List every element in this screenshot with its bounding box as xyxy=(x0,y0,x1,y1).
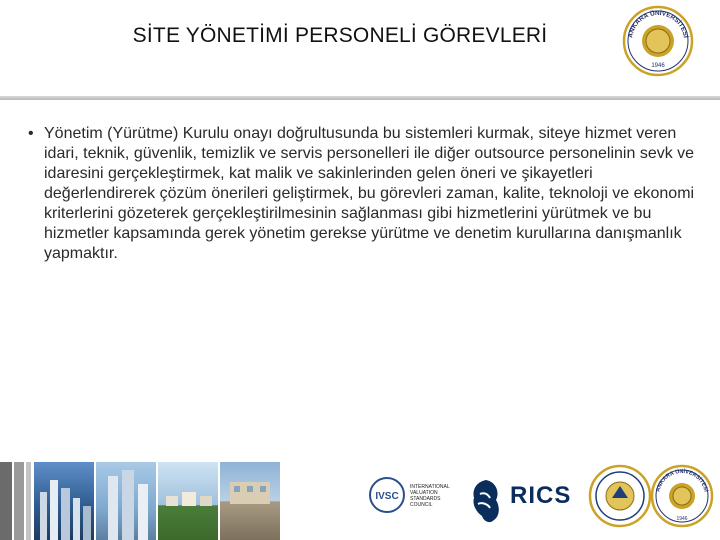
ivsc-caption-line: COUNCIL xyxy=(410,502,433,508)
footer-stripe xyxy=(14,462,24,540)
content-area xyxy=(28,124,696,264)
ankara-university-seal-logo-footer xyxy=(650,464,714,528)
footer-stripe xyxy=(26,462,31,540)
footer-banner xyxy=(0,462,720,540)
ivsc-caption-line: VALUATION xyxy=(410,490,438,496)
footer-stripe xyxy=(0,462,12,540)
rics-logo-text: RICS xyxy=(510,482,572,509)
seal-arc-text: ANKARA ÜNİVERSİTESİ xyxy=(627,9,689,39)
ivsc-caption-line: STANDARDS xyxy=(410,496,441,502)
association-seal-logo xyxy=(588,464,652,528)
rics-lion-icon xyxy=(466,476,506,526)
residential-photo xyxy=(158,462,218,540)
footer-seal-arc-text: ANKARA ÜNİVERSİTESİ xyxy=(655,468,709,493)
slide-title: SİTE YÖNETİMİ PERSONELİ GÖREVLERİ xyxy=(132,24,548,47)
building-photo xyxy=(220,462,280,540)
ivsc-logo xyxy=(368,476,406,514)
towers-photo xyxy=(96,462,156,540)
city-skyline-photo xyxy=(34,462,94,540)
seal-year: 1946 xyxy=(651,63,665,69)
bullet-symbol: • xyxy=(28,125,34,142)
ivsc-mark-text: IVSC xyxy=(375,491,399,502)
ankara-university-seal-logo xyxy=(622,5,694,77)
bullet-paragraph: Yönetim (Yürütme) Kurulu onayı doğrultusunda bu sistemleri kurmak, siteye hizmet veren idari, teknik, güvenlik, temizlik ve servis personelleri ile diğer outsource personelinin sevk ve idaresini gerçekleştirmek, kat malik ve sakinlerinden gelen öneri ve şikayetleri değerlendirerek çözüm önerileri geliştirmek, bu görevleri zaman, kalite, teknoloji ve ekonomi kriterlerini gözeterek gerçekleştirilmesinin sağlanması gibi hizmetlerini yürütmek ve bu hizmetler kapsamında gerek yönetim gerekse yürütme ve denetim kurullarına danışmanlık yapmaktır. xyxy=(44,125,695,262)
header-divider xyxy=(0,96,720,100)
ivsc-caption-line: INTERNATIONAL xyxy=(410,484,450,490)
ivsc-caption xyxy=(410,484,450,508)
footer-seal-year: 1946 xyxy=(676,516,688,522)
